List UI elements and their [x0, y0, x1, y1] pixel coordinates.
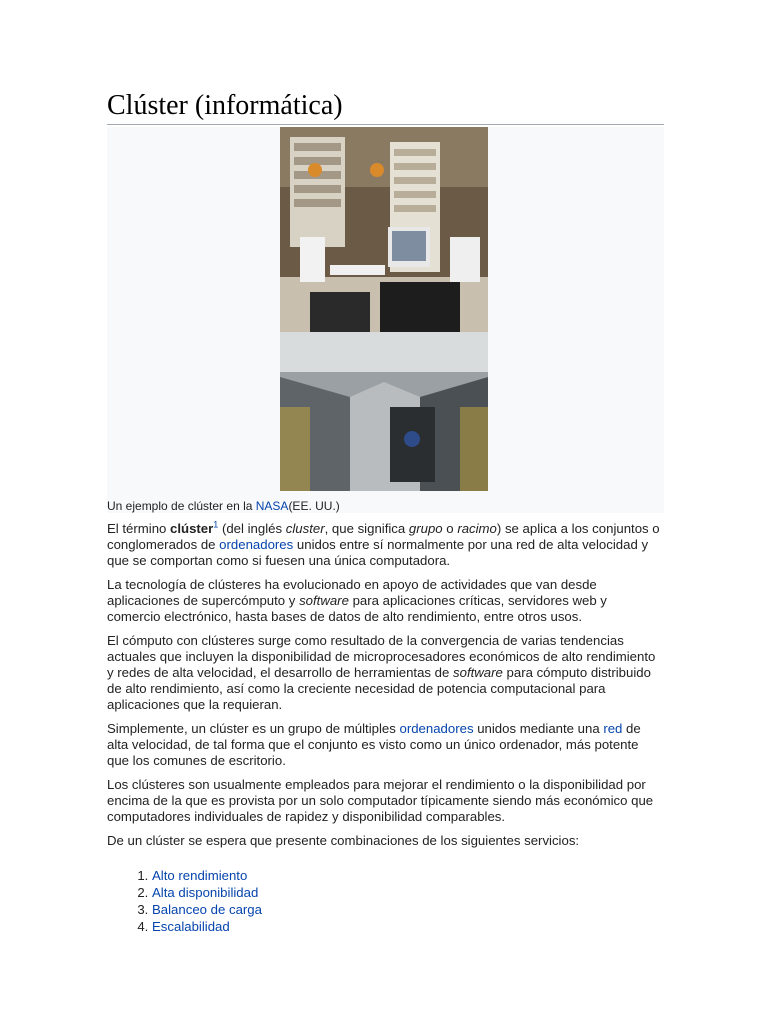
text: Simplemente, un clúster es un grupo de múltiples: [107, 721, 400, 736]
text: (del inglés: [218, 521, 286, 536]
article-body: [107, 521, 664, 935]
link-red[interactable]: red: [603, 721, 623, 736]
text: de alta velocidad, de tal forma que el conjunto es visto como un único ordenador, más potente que los comunes de escritorio.: [107, 721, 641, 768]
paragraph-3: [107, 633, 664, 713]
text-italic: software: [299, 593, 349, 608]
text-italic: racimo: [457, 521, 497, 536]
reference-link[interactable]: 1: [213, 519, 219, 530]
link-ordenadores-2[interactable]: ordenadores: [399, 721, 474, 736]
list-item: [152, 867, 664, 884]
paragraph-6: [107, 833, 664, 849]
text-italic: grupo: [408, 521, 443, 536]
list-item: [152, 918, 664, 935]
link-escalabilidad[interactable]: Escalabilidad: [152, 919, 230, 934]
text-italic: cluster: [285, 521, 325, 536]
link-alta-disponibilidad[interactable]: Alta disponibilidad: [152, 885, 259, 900]
text: o: [442, 521, 458, 536]
link-ordenadores[interactable]: ordenadores: [219, 537, 294, 552]
link-balanceo-de-carga[interactable]: Balanceo de carga: [152, 902, 262, 917]
text: ) se aplica a los conjuntos o conglomerados de: [107, 521, 660, 552]
list-item: [152, 901, 664, 918]
caption-text-suffix: (EE. UU.): [288, 499, 340, 513]
text: , que significa: [324, 521, 409, 536]
paragraph-5: [107, 777, 664, 825]
text: unidos mediante una: [473, 721, 604, 736]
text: De un clúster se espera que presente combinaciones de los siguientes servicios:: [107, 833, 580, 848]
cluster-photo: [280, 127, 488, 491]
paragraph-1: [107, 521, 664, 569]
text: El cómputo con clústeres surge como resultado de la convergencia de varias tendencias actuales que incluyen la disponibilidad de microprocesadores económicos de alto rendimiento y redes de alta velocidad, el desarrollo de herramientas de: [107, 633, 656, 680]
text-italic: software: [453, 665, 503, 680]
text: La tecnología de clústeres ha evolucionado en apoyo de actividades que van desde aplicaciones de supercómputo y: [107, 577, 597, 608]
text: unidos entre sí normalmente por una red de alta velocidad y que se comportan como si fuesen una única computadora.: [107, 537, 649, 568]
paragraph-4: [107, 721, 664, 769]
caption-text: Un ejemplo de clúster en la: [107, 499, 256, 513]
link-alto-rendimiento[interactable]: Alto rendimiento: [152, 868, 248, 883]
paragraph-2: [107, 577, 664, 625]
text: para cómputo distribuido de alto rendimiento, así como la creciente necesidad de potencia computacional para aplicaciones que la requieran.: [107, 665, 651, 712]
services-list: [107, 867, 664, 935]
text: para aplicaciones críticas, servidores web y comercio electrónico, hasta bases de datos de alto rendimiento, entre otros usos.: [107, 593, 607, 624]
figure-caption: [107, 498, 340, 514]
page-title: Clúster (informática): [107, 88, 664, 125]
term-bold: clúster: [170, 521, 214, 536]
text: El término: [107, 521, 171, 536]
list-item: [152, 884, 664, 901]
link-nasa[interactable]: NASA: [255, 499, 289, 513]
text: Los clústeres son usualmente empleados para mejorar el rendimiento o la disponibilidad por encima de la que es provista por un solo computador típicamente siendo más económico que computadores individuales de rapidez y disponibilidad comparables.: [107, 777, 654, 824]
figure-box: [107, 127, 664, 513]
